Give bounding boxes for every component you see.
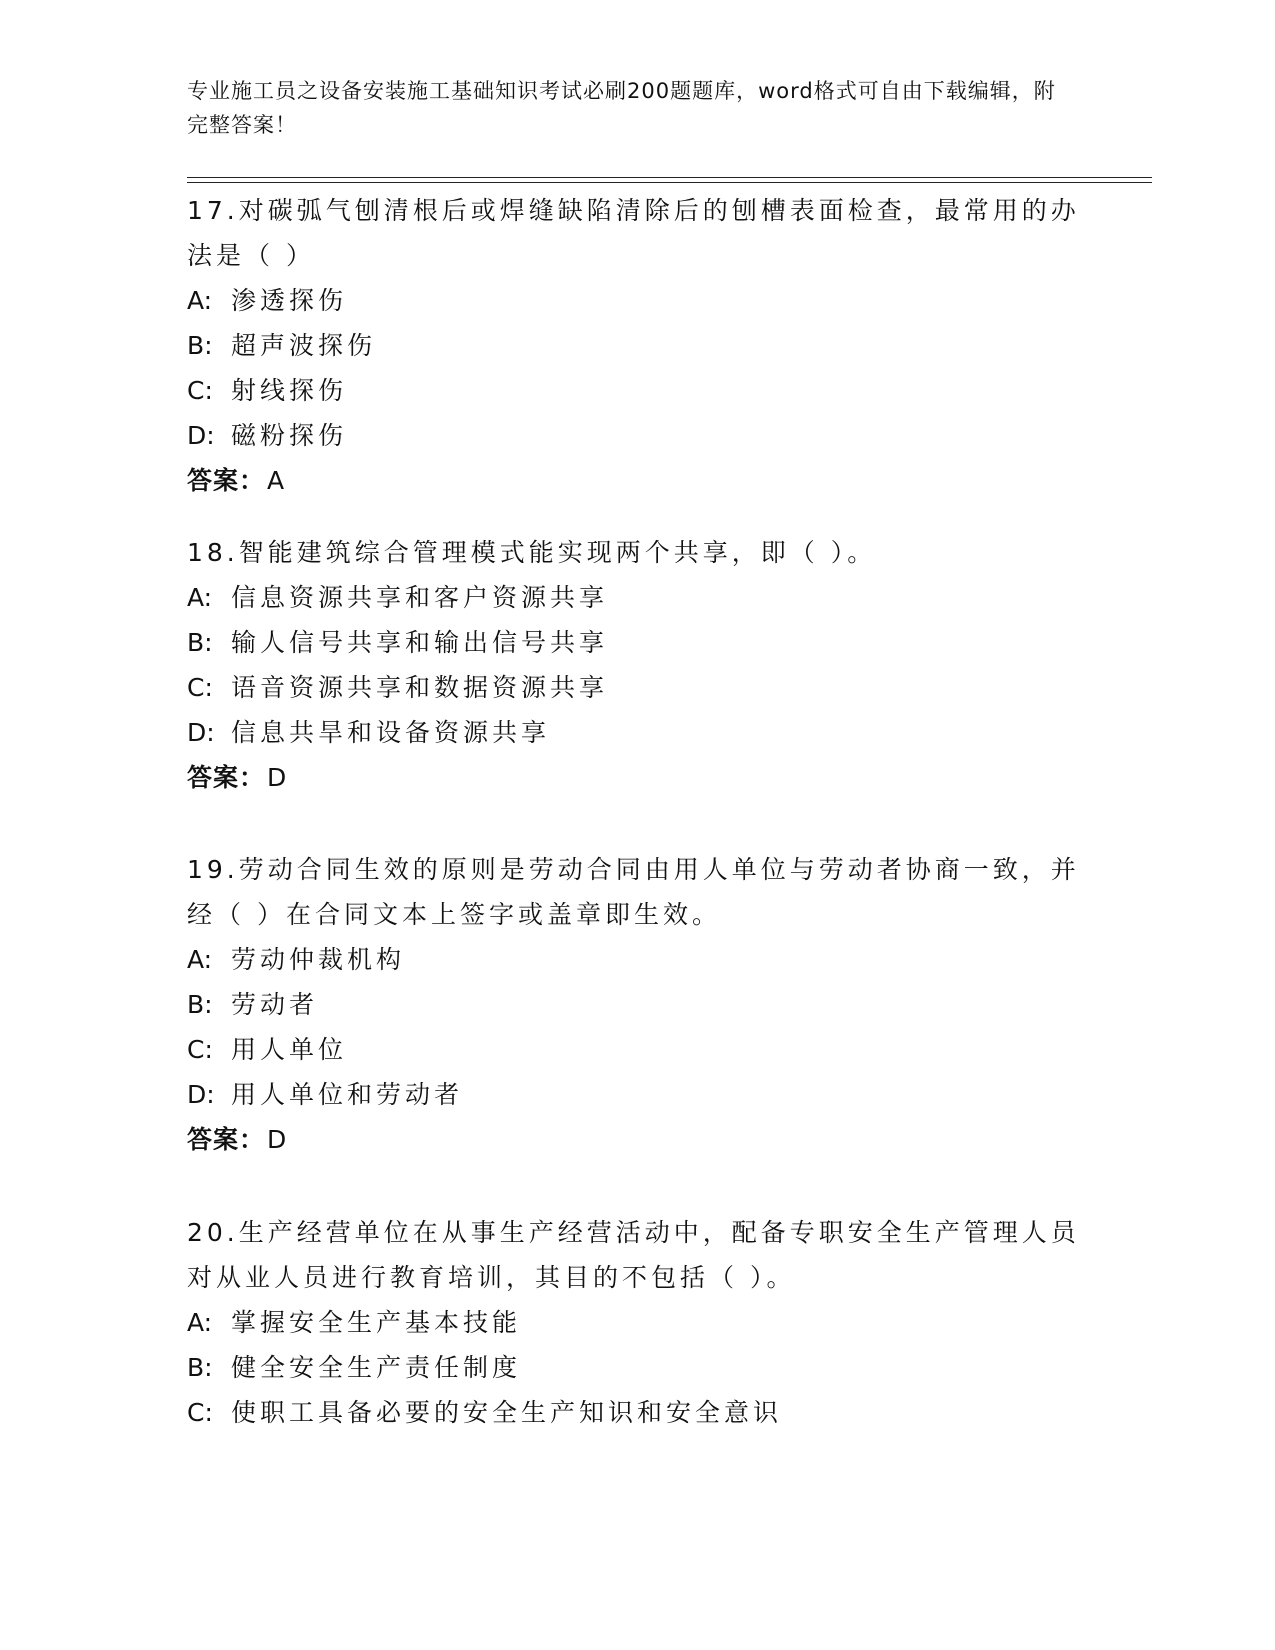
option-text: 劳动者	[231, 990, 319, 1019]
question-20	[187, 1210, 1087, 1435]
option-text: 语音资源共享和数据资源共享	[231, 673, 609, 702]
question-text: 20.生产经营单位在从事生产经营活动中，配备专职安全生产管理人员对从业人员进行教育培训，其目的不包括（ ）。	[187, 1218, 1080, 1292]
option-letter: C:	[187, 376, 213, 405]
option-b	[187, 982, 1087, 1027]
option-d	[187, 1072, 1087, 1117]
option-letter: C:	[187, 1398, 213, 1427]
option-text: 健全安全生产责任制度	[231, 1353, 522, 1382]
option-c	[187, 368, 1087, 413]
option-text: 超声波探伤	[231, 331, 377, 360]
question-18	[187, 530, 1087, 800]
answer-line	[187, 1117, 1087, 1162]
question-text: 18.智能建筑综合管理模式能实现两个共享，即（ ）。	[187, 538, 877, 567]
option-text: 用人单位	[231, 1035, 348, 1064]
answer-label: 答案：	[187, 1125, 266, 1154]
option-d	[187, 710, 1087, 755]
option-text: 磁粉探伤	[231, 421, 348, 450]
option-a	[187, 1300, 1087, 1345]
option-d	[187, 413, 1087, 458]
option-letter: B:	[187, 990, 213, 1019]
option-text: 输人信号共享和输出信号共享	[231, 628, 609, 657]
option-letter: B:	[187, 331, 213, 360]
answer-line	[187, 755, 1087, 800]
question-17	[187, 188, 1087, 503]
option-letter: A:	[187, 1308, 213, 1337]
option-letter: C:	[187, 673, 213, 702]
option-text: 渗透探伤	[231, 286, 348, 315]
option-b	[187, 323, 1087, 368]
option-text: 信息共旱和设备资源共享	[231, 718, 551, 747]
option-c	[187, 1390, 1087, 1435]
option-a	[187, 278, 1087, 323]
option-letter: A:	[187, 583, 213, 612]
option-letter: C:	[187, 1035, 213, 1064]
answer-value: D	[267, 1125, 288, 1154]
answer-value: A	[267, 466, 286, 495]
option-text: 使职工具备必要的安全生产知识和安全意识	[231, 1398, 783, 1427]
option-c	[187, 1027, 1087, 1072]
option-letter: B:	[187, 628, 213, 657]
option-text: 信息资源共享和客户资源共享	[231, 583, 609, 612]
question-19	[187, 847, 1087, 1162]
option-letter: B:	[187, 1353, 213, 1382]
option-b	[187, 620, 1087, 665]
option-letter: D:	[187, 718, 215, 747]
option-c	[187, 665, 1087, 710]
option-letter: A:	[187, 945, 213, 974]
header-divider-bottom	[187, 182, 1152, 183]
option-letter: D:	[187, 1080, 215, 1109]
question-text: 17.对碳弧气刨清根后或焊缝缺陷清除后的刨槽表面检查，最常用的办法是（ ）	[187, 196, 1080, 270]
question-text: 19.劳动合同生效的原则是劳动合同由用人单位与劳动者协商一致，并经（ ）在合同文本上签字或盖章即生效。	[187, 855, 1080, 929]
option-letter: D:	[187, 421, 215, 450]
option-a	[187, 937, 1087, 982]
answer-line	[187, 458, 1087, 503]
option-text: 射线探伤	[231, 376, 348, 405]
answer-label: 答案：	[187, 763, 266, 792]
answer-value: D	[267, 763, 288, 792]
option-text: 用人单位和劳动者	[231, 1080, 464, 1109]
option-letter: A:	[187, 286, 213, 315]
document-header: 专业施工员之设备安装施工基础知识考试必刷200题题库，word格式可自由下载编辑，附完整答案！	[187, 79, 1056, 137]
header-divider-top	[187, 177, 1152, 178]
answer-label: 答案：	[187, 466, 266, 495]
option-text: 劳动仲裁机构	[231, 945, 406, 974]
option-text: 掌握安全生产基本技能	[231, 1308, 522, 1337]
option-a	[187, 575, 1087, 620]
option-b	[187, 1345, 1087, 1390]
